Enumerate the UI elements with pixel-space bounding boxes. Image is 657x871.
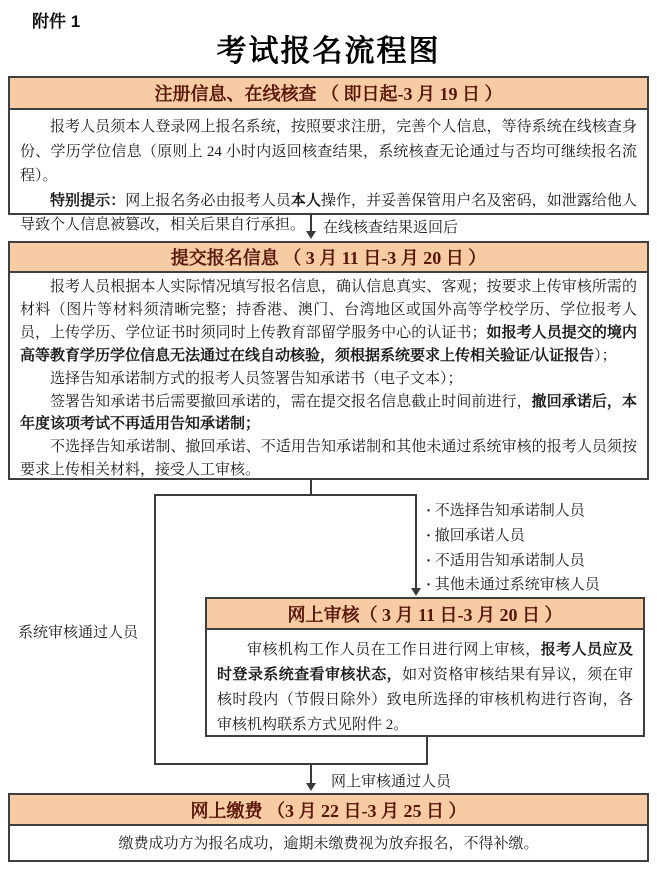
branch-right-line [415,494,417,590]
step-header-payment: 网上缴费 （3 月 22 日-3 月 25 日 ） [10,795,647,826]
merge-horizontal-line [154,763,428,765]
branch-horizontal-line [154,494,417,496]
review-bottom-line [426,737,428,765]
paragraph [20,276,637,368]
step-box-submit-info [8,241,649,480]
branch-bullet-list [426,499,600,598]
list-item: · 其他未通过系统审核人员 [426,573,600,598]
step-body-online-review [207,630,643,738]
connector-label-online-check-returned: 在线核查结果返回后 [323,220,459,236]
text-run: 选择告知承诺制方式的报考人员签署告知承诺书（电子文本）； [50,370,463,387]
connector-line-2 [310,763,312,785]
step-body-payment [10,826,647,862]
text-run: ）； [594,347,617,364]
step-body-submit-info [10,273,647,482]
paragraph [20,436,637,482]
text-run: 操作，并妥善保管用户名及密码，如泄露给他人导致个人信息被篡改，相关后果自行承担。 [20,192,637,233]
paragraph [20,826,637,862]
text-run-bold: 报考人员应及时登录系统查看审核状态， [217,642,633,683]
arrowhead-down-1 [306,231,316,239]
text-run: 签署告知承诺书后需要撤回承诺的，需在提交报名信息截止时间前进行， [50,393,532,410]
arrowhead-down-2 [411,588,421,596]
attachment-label: 附件 1 [32,12,81,31]
step-header-submit-info: 提交报名信息 （ 3 月 11 日-3 月 20 日 ） [10,243,647,273]
list-item: · 不适用告知承诺制人员 [426,549,600,574]
text-run: 不选择告知承诺制、撤回承诺、不适用告知承诺制和其他未通过系统审核的报考人员须按要求上传相关材料，接受人工审核。 [20,439,637,479]
text-run: 报考人员须本人登录网上报名系统，按照要求注册，完善个人信息，等待系统在线核查身份、学历学位信息（原则上 24 小时内返回核查结果，系统核查无论通过与否均可继续报名流程）。 [20,119,637,184]
text-run: 缴费成功方为报名成功，逾期未缴费视为放弃报名，不得补缴。 [118,836,539,852]
page-title: 考试报名流程图 [216,35,441,68]
step-header-register: 注册信息、在线核查 （ 即日起-3 月 19 日 ） [10,78,647,110]
step-box-payment [8,793,649,862]
branch-label-system-approved: 系统审核通过人员 [18,625,139,641]
step-header-online-review: 网上审核（ 3 月 11 日-3 月 20 日 ） [207,599,643,630]
text-run-bold: 特别提示： [50,192,126,209]
list-item: · 不选择告知承诺制人员 [426,499,600,524]
connector-label-review-passed: 网上审核通过人员 [331,774,452,790]
text-run: 如对资格审核结果有异议，须在审核时段内（节假日除外）致电所选择的审核机构进行咨询，各审核机构联系方式见附件 2。 [217,667,633,733]
text-run: 审核机构工作人员在工作日进行网上审核， [247,642,541,658]
arrowhead-down-3 [306,783,316,791]
step-box-online-review [205,597,645,737]
text-run-bold: 撤回承诺后，本年度该项考试不再适用告知承诺制； [20,393,637,433]
text-run: 报考人员根据本人实际情况填写报名信息，确认信息真实、客观；按要求上传审核所需的材料（图片等材料须清晰完整；持香港、澳门、台湾地区或国外高等学校学历、学位报考人员，上传学历、学位证书时须同时上传教育部留学服务中心的认证书； [20,279,637,341]
text-run-bold: 本人 [290,192,321,209]
paragraph [20,115,637,189]
list-item: · 撤回承诺人员 [426,524,600,549]
branch-left-line [154,494,156,765]
paragraph [20,368,637,391]
text-run-bold: 如报考人员提交的境内高等教育学历学位信息无法通过在线自动核验，须根据系统要求上传相关验证/认证报告 [20,324,637,364]
paragraph [20,391,637,437]
text-run: 网上报名务必由报考人员 [125,192,291,209]
paragraph [217,638,633,738]
